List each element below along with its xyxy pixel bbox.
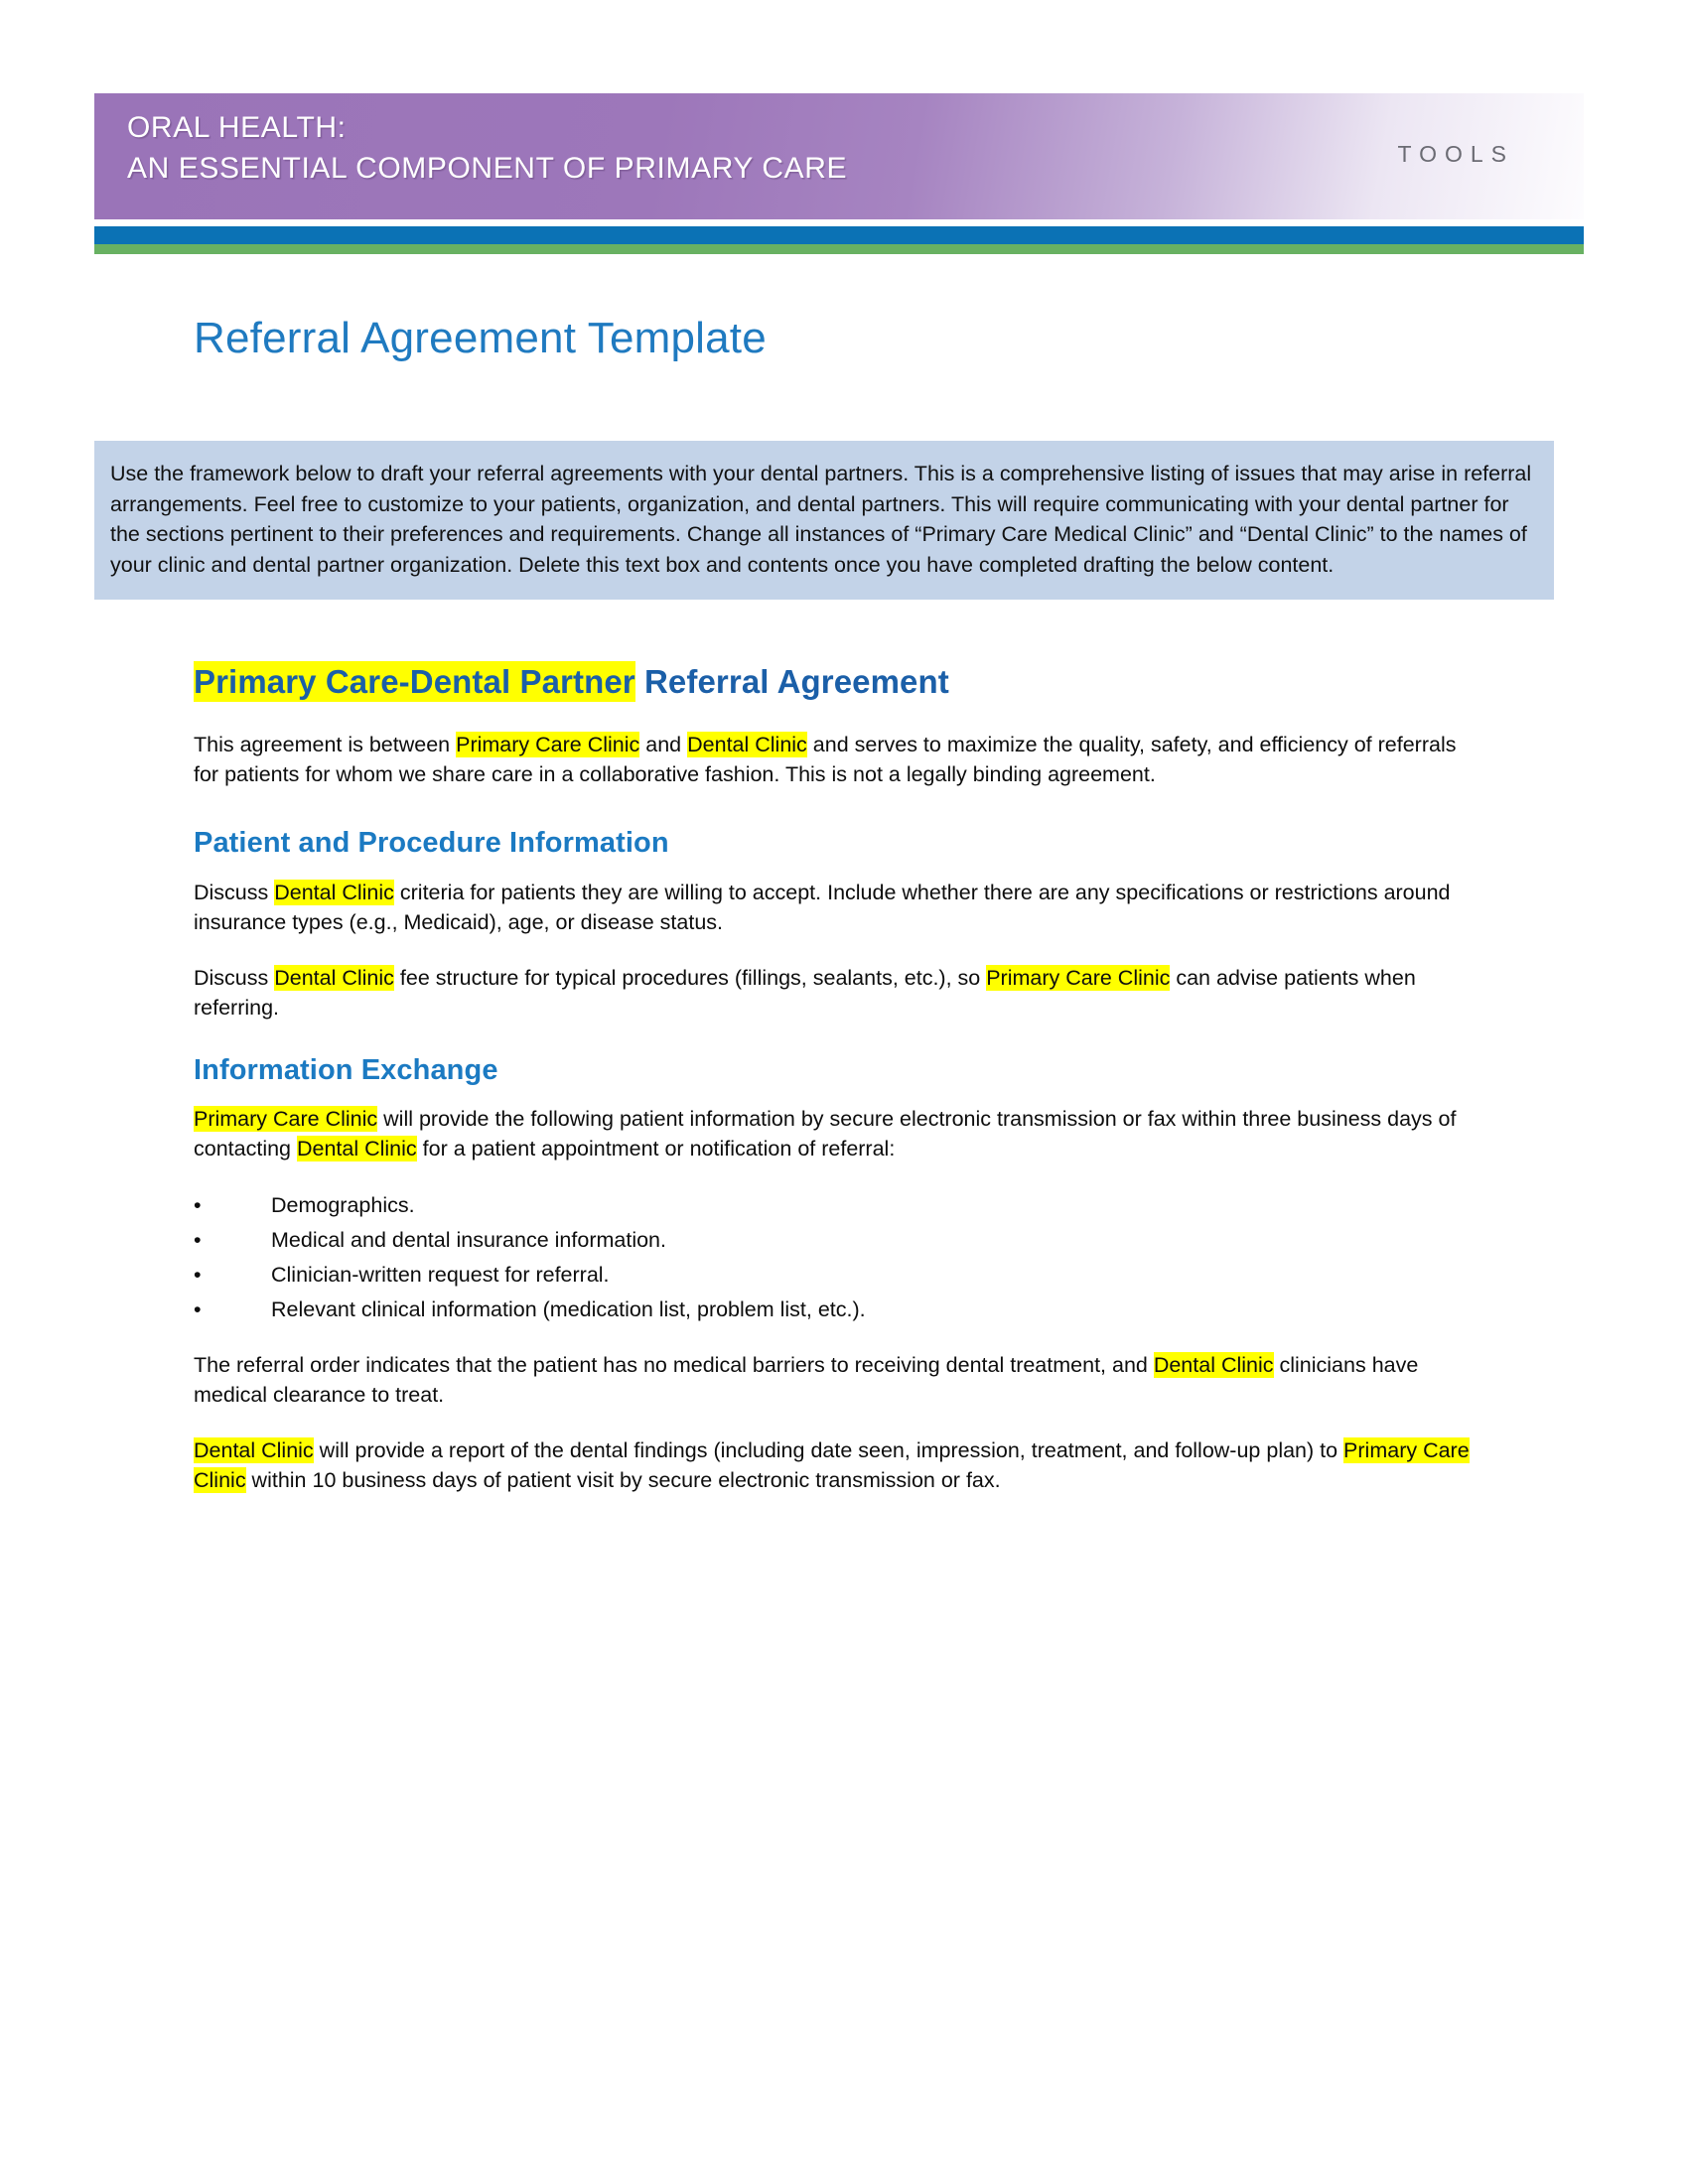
s1p1-text-2: will provide a report of the dental findings (including date seen, impression, treatment, and follow-up plan) to bbox=[313, 1438, 1344, 1463]
information-exchange-bullet-list bbox=[194, 1190, 1484, 1324]
list-item-label: Relevant clinical information (medication list, problem list, etc.). bbox=[271, 1297, 866, 1321]
banner-blue-rule bbox=[94, 226, 1584, 244]
s0p1-text-1: Discuss bbox=[194, 965, 275, 990]
banner-title bbox=[127, 107, 847, 190]
document-body bbox=[194, 661, 1484, 1495]
s1intro-text-3: for a patient appointment or notification of referral: bbox=[416, 1137, 896, 1161]
list-item-label: Clinician-written request for referral. bbox=[271, 1262, 610, 1287]
agreement-heading-highlight-primary-care: Primary Care bbox=[194, 663, 399, 700]
bullet-dot-icon: • bbox=[194, 1262, 202, 1287]
bullet-dot-icon: • bbox=[194, 1227, 202, 1252]
s0p1-highlight-dental-clinic: Dental Clinic bbox=[274, 965, 394, 990]
list-item-label: Demographics. bbox=[271, 1192, 415, 1217]
s1p1-highlight-dental-clinic: Dental Clinic bbox=[194, 1438, 314, 1463]
s1intro-highlight-primary-care-clinic: Primary Care Clinic bbox=[194, 1107, 378, 1132]
banner-title-line2: AN ESSENTIAL COMPONENT OF PRIMARY CARE bbox=[127, 152, 848, 186]
agreement-heading-highlight-dental-partner: -Dental Partner bbox=[398, 663, 635, 700]
s1intro-highlight-dental-clinic: Dental Clinic bbox=[296, 1137, 417, 1161]
instruction-callout-box bbox=[94, 441, 1554, 600]
s0p0-text-2: criteria for patients they are willing to accept. Include whether there are any specifications or restrictions around insurance types (e.g., Medicaid), age, or disease status. bbox=[194, 880, 1451, 934]
s1p0-text-1: The referral order indicates that the patient has no medical barriers to receiving dental treatment, and bbox=[194, 1352, 1154, 1377]
paragraph-referral-order-clearance bbox=[194, 1350, 1484, 1410]
s0p1-text-2: fee structure for typical procedures (fillings, sealants, etc.), so bbox=[393, 965, 987, 990]
section-heading-patient-and-procedure-information: Patient and Procedure Information bbox=[194, 827, 669, 860]
paragraph-dental-clinic-criteria bbox=[194, 878, 1484, 937]
intro-highlight-primary-care-clinic: Primary Care Clinic bbox=[456, 733, 640, 757]
banner-green-rule bbox=[94, 244, 1584, 254]
s0p1-text-3: can advise patients when referring. bbox=[194, 965, 1416, 1020]
list-item bbox=[194, 1190, 1484, 1220]
agreement-heading-plain: Referral Agreement bbox=[634, 663, 949, 700]
paragraph-information-exchange-intro bbox=[194, 1104, 1484, 1163]
intro-text-1: This agreement is between bbox=[194, 733, 457, 757]
s0p0-highlight-dental-clinic: Dental Clinic bbox=[274, 880, 394, 904]
paragraph-dental-clinic-fee-structure bbox=[194, 963, 1484, 1023]
intro-highlight-dental-clinic: Dental Clinic bbox=[687, 733, 807, 757]
callout-text: Use the framework below to draft your referral agreements with your dental partners. This is a comprehensive listing of issues that may arise in referral arrangements. Feel free to customize to your patients, organization, and dental partners. This will require communicating with your dental partner for the sections pertinent to their preferences and requirements. Change all instances of “Primary Care Medical Clinic” and “Dental Clinic” to the names of your clinic and dental partner organization. Delete this text box and contents once you have completed drafting the below content. bbox=[110, 462, 1532, 577]
page-title: Referral Agreement Template bbox=[194, 314, 767, 362]
list-item-label: Medical and dental insurance information. bbox=[271, 1227, 666, 1252]
banner-white-gap bbox=[94, 219, 1584, 226]
s1p0-highlight-dental-clinic: Dental Clinic bbox=[1153, 1352, 1274, 1377]
banner-title-line1: ORAL HEALTH: bbox=[127, 111, 347, 144]
bullet-dot-icon: • bbox=[194, 1192, 202, 1217]
list-item bbox=[194, 1260, 1484, 1290]
intro-text-2: and bbox=[639, 733, 688, 757]
s1p1-highlight-primary-care-clinic: Primary Care Clinic bbox=[194, 1438, 1470, 1493]
bullet-dot-icon: • bbox=[194, 1297, 202, 1321]
s0p0-text-1: Discuss bbox=[194, 880, 275, 904]
section-heading-information-exchange: Information Exchange bbox=[194, 1054, 498, 1087]
banner-gradient bbox=[94, 93, 1584, 219]
paragraph-dental-findings-report bbox=[194, 1435, 1484, 1495]
s1intro-text-2: will provide the following patient information by secure electronic transmission or fax within three business days of contacting bbox=[194, 1107, 1457, 1161]
s1p0-text-2: clinicians have medical clearance to treat. bbox=[194, 1352, 1419, 1407]
header-banner bbox=[94, 93, 1584, 254]
list-item bbox=[194, 1225, 1484, 1255]
list-item bbox=[194, 1295, 1484, 1324]
agreement-heading bbox=[194, 661, 1484, 702]
intro-text-3: and serves to maximize the quality, safety, and efficiency of referrals for patients for whom we share care in a collaborative fashion. This is not a legally binding agreement. bbox=[194, 733, 1457, 787]
agreement-intro-paragraph bbox=[194, 730, 1484, 789]
s1p1-text-3: within 10 business days of patient visit by secure electronic transmission or fax. bbox=[245, 1468, 1001, 1493]
banner-tools-label: TOOLS bbox=[1397, 141, 1514, 167]
s0p1-highlight-primary-care-clinic: Primary Care Clinic bbox=[986, 965, 1171, 990]
